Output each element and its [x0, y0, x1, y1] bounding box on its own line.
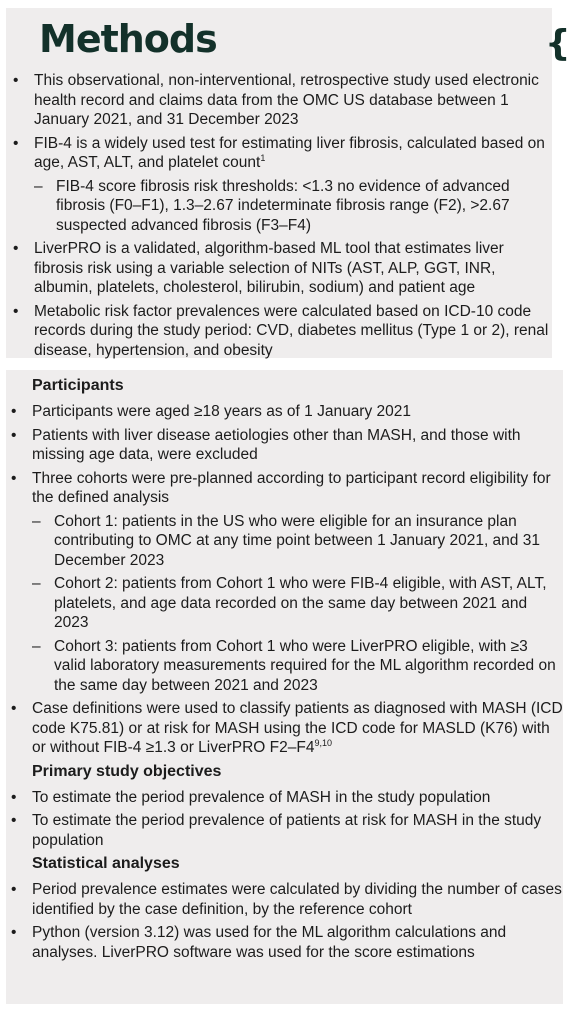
- details-content: [6, 374, 563, 966]
- statistics-title: Statistical analyses: [32, 855, 180, 872]
- bullet-icon: •: [11, 469, 17, 487]
- dash-icon: –: [32, 637, 41, 655]
- objective-text: To estimate the period prevalence of patients at risk for MASH in the study population: [32, 812, 542, 849]
- participants-bullet-text: [32, 699, 563, 758]
- methods-panel: [6, 8, 571, 359]
- list-item: [6, 811, 563, 850]
- bullet-icon: •: [11, 426, 17, 444]
- list-item: [6, 469, 563, 508]
- bullet-icon: •: [11, 924, 17, 941]
- bullet-icon: •: [11, 700, 17, 717]
- list-item: [6, 239, 552, 298]
- participants-title: Participants: [32, 377, 124, 394]
- list-item: [6, 699, 563, 758]
- list-item: [6, 402, 563, 422]
- statistics-text: Period prevalence estimates were calculated by dividing the number of cases identified by the case definition, by the reference cohort: [32, 881, 562, 918]
- methods-bullet-text: Metabolic risk factor prevalences were calculated based on ICD-10 code records during the study period: CVD, diabetes mellitus (Type 1 or 2), renal disease, hypertension, and obesity: [34, 302, 549, 359]
- list-item: [6, 574, 563, 633]
- participants-bullet-text: Three cohorts were pre-planned according to participant record eligibility for the defined analysis: [32, 469, 551, 506]
- statistics-text: Python (version 3.12) was used for the ML algorithm calculations and analyses. LiverPRO software was used for the score estimations: [32, 924, 507, 961]
- list-item: [6, 177, 552, 236]
- list-item: [6, 302, 552, 361]
- list-item: [6, 637, 563, 696]
- objectives-list: [6, 788, 563, 851]
- bullet-icon: •: [11, 881, 17, 898]
- bullet-icon: •: [13, 302, 19, 320]
- cohort-text: Cohort 2: patients from Cohort 1 who were FIB-4 eligible, with AST, ALT, platelets, and age data recorded on the same day between 2021 and 2023: [54, 575, 547, 631]
- methods-bullet-text: [34, 134, 552, 173]
- methods-bullet-text: This observational, non-interventional, retrospective study used electronic health record and claims data from the OMC US database between 1 January 2021, and 31 December 2023: [34, 72, 539, 128]
- participants-bullet-text: Patients with liver disease aetiologies other than MASH, and those with missing age data, were excluded: [32, 426, 521, 463]
- brace-decoration-icon: {: [545, 23, 571, 64]
- details-panel: [6, 370, 563, 1004]
- dash-icon: –: [32, 512, 41, 530]
- statistics-list: [6, 880, 563, 962]
- cohort-text: Cohort 1: patients in the US who were eligible for an insurance plan contributing to OMC at any time point between 1 January 2021, and 31 December 2023: [54, 512, 540, 569]
- cohort-text: Cohort 3: patients from Cohort 1 who were LiverPRO eligible, with ≥3 valid laboratory measurements required for the ML algorithm recorded on the same day between 2021 and 2023: [54, 637, 556, 694]
- reference-superscript: 9,10: [314, 737, 332, 748]
- objectives-title: Primary study objectives: [32, 762, 222, 780]
- section-heading-methods: Methods: [39, 17, 217, 61]
- list-item: [6, 426, 563, 465]
- reference-superscript: 1: [260, 152, 266, 163]
- bullet-icon: •: [13, 72, 19, 89]
- methods-bullet-text: LiverPRO is a validated, algorithm-based ML tool that estimates liver fibrosis risk using a variable selection of NITs (AST, ALP, GGT, INR, albumin, platelets, cholesterol, bilirubin, sodium) and patient age: [34, 240, 504, 296]
- fib4-thresholds-text: FIB-4 score fibrosis risk thresholds: <1.3 no evidence of advanced fibrosis (F0–F1), 1.3–2.67 indeterminate fibrosis range (F2), >2.67 suspected advanced fibrosis (F3–F4): [56, 177, 510, 234]
- list-item: [6, 71, 552, 130]
- bullet-icon: •: [11, 812, 17, 829]
- list-item: [6, 923, 563, 962]
- fib4-text: FIB-4 is a widely used test for estimating liver fibrosis, calculated based on age, AST, ALT, and platelet count: [34, 134, 545, 171]
- dash-icon: –: [34, 177, 43, 195]
- methods-bullet-list: [6, 71, 552, 364]
- bullet-icon: •: [11, 788, 17, 806]
- participants-bullet-text: Participants were aged ≥18 years as of 1 January 2021: [32, 403, 412, 420]
- participants-list: [6, 402, 563, 758]
- bullet-icon: •: [13, 134, 19, 152]
- list-item: [6, 880, 563, 919]
- list-item: [6, 788, 563, 808]
- list-item: [6, 512, 563, 571]
- list-item: [6, 134, 552, 173]
- bullet-icon: •: [13, 240, 19, 257]
- bullet-icon: •: [11, 403, 17, 420]
- case-definition-text: Case definitions were used to classify patients as diagnosed with MASH (ICD code K75.81) or at risk for MASH using the ICD code for MASLD (K76) with or without FIB-4 ≥1.3 or LiverPRO F2–F4: [32, 700, 563, 756]
- dash-icon: –: [32, 575, 41, 592]
- objective-text: To estimate the period prevalence of MASH in the study population: [32, 788, 491, 806]
